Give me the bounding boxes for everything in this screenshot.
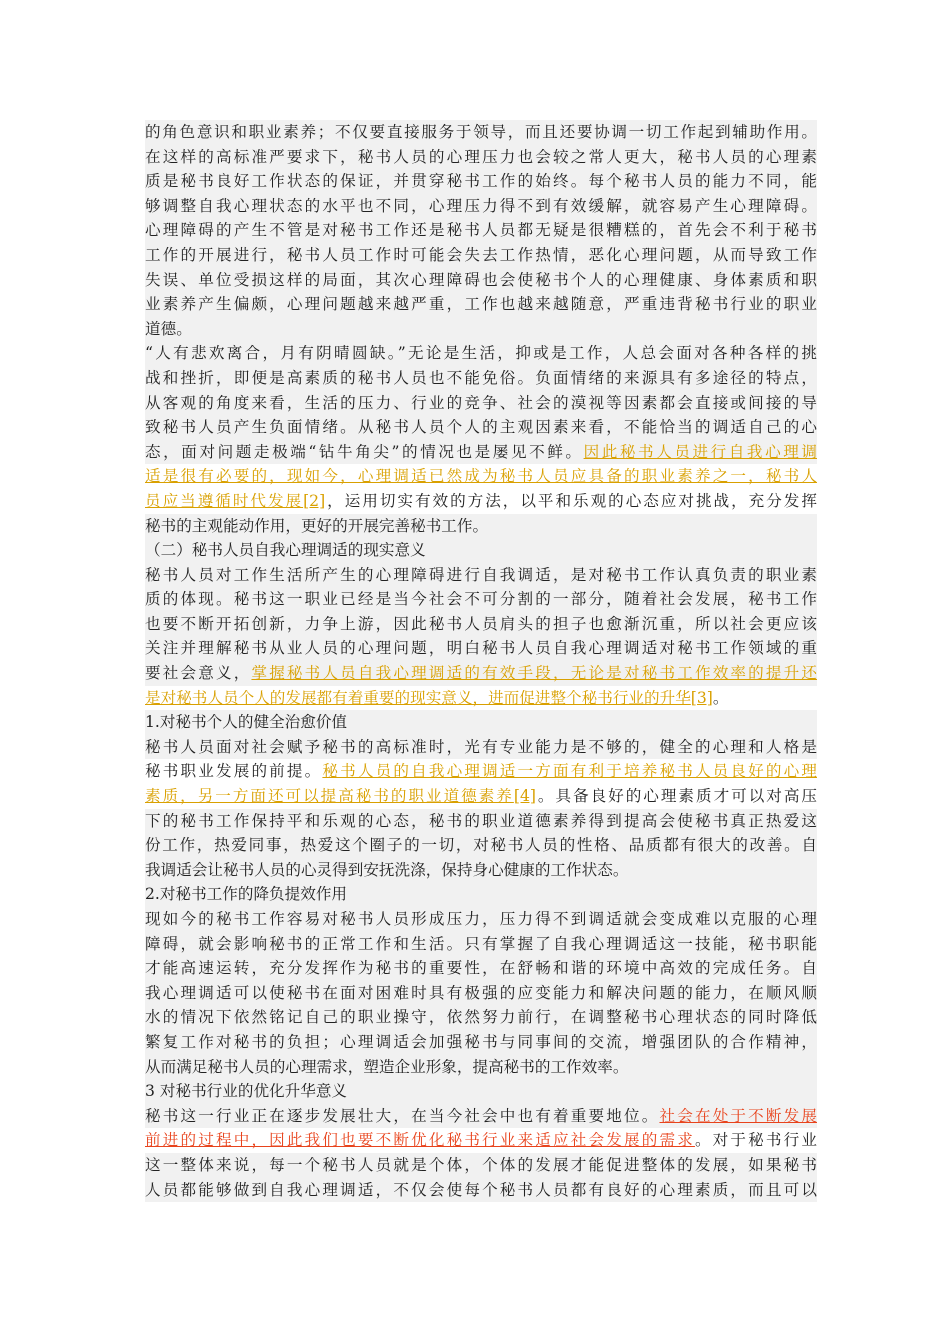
text-segment: 道德。 — [145, 319, 192, 338]
text-line — [145, 366, 817, 391]
text-line — [145, 391, 817, 416]
highlighted-text: 社会在处于不断发展 — [659, 1106, 817, 1125]
text-segment: 秘书职业发展的前提。 — [145, 762, 323, 781]
text-line — [145, 1128, 817, 1153]
text-line — [145, 218, 817, 243]
text-line — [145, 489, 817, 514]
text-segment: 工作的开展进行，秘书人员工作时可能会失去工作热情，恶化心理问题，从而导致工作 — [145, 245, 817, 264]
text-segment: 战和挫折，即便是高素质的秘书人员也不能免俗。负面情绪的来源具有多途径的特点， — [145, 368, 817, 387]
text-segment: 业素养产生偏颇，心理问题越来越严重，工作也越来越随意，严重违背秘书行业的职业 — [145, 295, 817, 314]
text-segment: 这一整体来说，每一个秘书人员就是个体，个体的发展才能促进整体的发展，如果秘书 — [145, 1155, 817, 1174]
text-segment: 秘书人员面对社会赋予秘书的高标准时，光有专业能力是不够的，健全的心理和人格是 — [145, 737, 817, 756]
text-segment: 也要不断开拓创新，力争上游，因此秘书人员肩头的担子也愈渐沉重，所以社会更应该 — [145, 614, 817, 633]
text-line — [145, 514, 817, 539]
text-segment: 我调适会让秘书人员的心灵得到安抚洗涤，保持身心健康的工作状态。 — [145, 860, 629, 879]
text-segment: （二）秘书人员自我心理调适的现实意义 — [145, 541, 426, 560]
text-segment: 。 — [712, 688, 729, 707]
text-segment: “人有悲欢离合，月有阴晴圆缺。”无论是生活，抑或是工作，人总会面对各种各样的挑 — [145, 344, 817, 363]
text-segment: 态，面对问题走极端“钻牛角尖”的情况也是屡见不鲜。 — [145, 442, 584, 461]
text-line — [145, 317, 817, 342]
text-segment: 份工作，热爱同事，热爱这个圈子的一切，对秘书人员的性格、品质都有很大的改善。自 — [145, 836, 817, 855]
text-segment: 要社会意义， — [145, 664, 252, 683]
text-segment: 障碍，就会影响秘书的正常工作和生活。只有掌握了自我心理调适这一技能，秘书职能 — [145, 934, 817, 953]
text-line — [145, 932, 817, 957]
text-line — [145, 1178, 817, 1203]
text-line — [145, 636, 817, 661]
text-line — [145, 661, 817, 686]
text-segment: 致秘书人员产生负面情绪。从秘书人员个人的主观因素来看，不能恰当的调适自己的心 — [145, 418, 817, 437]
text-line — [145, 1030, 817, 1055]
document-body — [145, 120, 817, 1202]
text-segment: 才能高速运转，充分发挥作为秘书的重要性，在舒畅和谐的环境中高效的完成任务。自 — [145, 959, 817, 978]
highlighted-text: 员应当遵循时代发展 — [145, 491, 304, 510]
text-segment: 下的秘书工作保持平和乐观的心态，秘书的职业道德素养得到提高会使秘书真正热爱这 — [145, 811, 817, 830]
text-segment: ，运用切实有效的方法，以平和乐观的心态应对挑战，充分发挥 — [325, 491, 817, 510]
text-line — [145, 710, 817, 735]
text-segment: 的角色意识和职业素养；不仅要直接服务于领导，而且还要协调一切工作起到辅助作用。 — [145, 123, 817, 141]
text-line — [145, 341, 817, 366]
text-segment: 。对于秘书行业 — [694, 1131, 817, 1150]
text-line — [145, 1079, 817, 1104]
text-segment: 在这样的高标准严要求下，秘书人员的心理压力也会较之常人更大，秘书人员的心理素 — [145, 147, 817, 166]
text-line — [145, 882, 817, 907]
highlighted-text: 素质，另一方面还可以提高秘书的职业道德素养 — [145, 787, 514, 806]
text-line — [145, 1104, 817, 1129]
citation-link[interactable]: [4] — [513, 787, 536, 806]
text-line — [145, 145, 817, 170]
highlighted-text: 掌握秘书人员自我心理调适的有效手段，无论是对秘书工作效率的提升还 — [251, 664, 817, 683]
text-line — [145, 784, 817, 809]
text-line — [145, 612, 817, 637]
text-segment: 人员都能够做到自我心理调适，不仅会使每个秘书人员都有良好的心理素质，而且可以 — [145, 1180, 817, 1199]
text-segment: 繁复工作对秘书的负担；心理调适会加强秘书与同事间的交流，增强团队的合作精神， — [145, 1032, 817, 1051]
text-line — [145, 1055, 817, 1080]
highlighted-text: 秘书人员的自我心理调适一方面有利于培养秘书人员良好的心理 — [322, 762, 817, 781]
citation-link[interactable]: [3] — [690, 688, 713, 707]
text-segment: 秘书的主观能动作用，更好的开展完善秘书工作。 — [145, 516, 489, 535]
text-segment: 质的体现。秘书这一职业已经是当今社会不可分割的一部分，随着社会发展，秘书工作 — [145, 590, 817, 609]
text-line — [145, 907, 817, 932]
text-line — [145, 563, 817, 588]
text-line — [145, 243, 817, 268]
text-line — [145, 538, 817, 563]
text-segment: 秘书人员对工作生活所产生的心理障碍进行自我调适，是对秘书工作认真负责的职业素 — [145, 565, 817, 584]
citation-link[interactable]: [2] — [303, 491, 326, 510]
text-segment: 1.对秘书个人的健全治愈价值 — [145, 713, 348, 732]
text-line — [145, 440, 817, 465]
text-segment: 心理障碍的产生不管是对秘书工作还是秘书人员都无疑是很糟糕的，首先会不利于秘书 — [145, 221, 817, 240]
highlighted-text: 前进的过程中，因此我们也要不断优化秘书行业来适应社会发展的需求 — [145, 1131, 695, 1150]
text-segment: 我心理调适可以使秘书在面对困难时具有极强的应变能力和解决问题的能力，在顺风顺 — [145, 983, 817, 1002]
highlighted-text: 适是很有必要的，现如今，心理调适已然成为秘书人员应具备的职业素养之一，秘书人 — [145, 467, 817, 486]
text-segment: 从客观的角度来看，生活的压力、行业的竞争、社会的漠视等因素都会直接或间接的导 — [145, 393, 817, 412]
text-line — [145, 686, 817, 711]
text-segment: 现如今的秘书工作容易对秘书人员形成压力，压力得不到调适就会变成难以克服的心理 — [145, 910, 817, 928]
text-segment: 质是秘书良好工作状态的保证，并贯穿秘书工作的始终。每个秘书人员的能力不同，能 — [145, 172, 817, 191]
text-line — [145, 1153, 817, 1178]
text-segment: 秘书这一行业正在逐步发展壮大，在当今社会中也有着重要地位。 — [145, 1106, 660, 1125]
text-line — [145, 809, 817, 834]
text-segment: 失误、单位受损这样的局面，其次心理障碍也会使秘书个人的心理健康、身体素质和职 — [145, 270, 817, 289]
text-line — [145, 292, 817, 317]
text-line — [145, 268, 817, 293]
text-line — [145, 981, 817, 1006]
text-segment: 3 对秘书行业的优化升华意义 — [145, 1082, 348, 1101]
text-line — [145, 415, 817, 440]
text-line — [145, 169, 817, 194]
text-segment: 关注并理解秘书从业人员的心理问题，明白秘书人员自我心理调适对秘书工作领域的重 — [145, 639, 817, 658]
text-segment: 。具备良好的心理素质才可以对高压 — [535, 787, 817, 806]
text-line — [145, 956, 817, 981]
text-line — [145, 464, 817, 489]
text-line — [145, 194, 817, 219]
text-line — [145, 120, 817, 145]
text-segment: 从而满足秘书人员的心理需求，塑造企业形象，提高秘书的工作效率。 — [145, 1057, 629, 1076]
text-line — [145, 735, 817, 760]
text-line — [145, 1005, 817, 1030]
text-line — [145, 833, 817, 858]
text-line — [145, 759, 817, 784]
text-segment: 够调整自我心理状态的水平也不同，心理压力得不到有效缓解，就容易产生心理障碍。 — [145, 196, 817, 215]
text-segment: 水的情况下依然铭记自己的职业操守，依然努力前行，在调整秘书心理状态的同时降低 — [145, 1008, 817, 1027]
highlighted-text: 是对秘书人员个人的发展都有着重要的现实意义，进而促进整个秘书行业的升华 — [145, 688, 691, 707]
highlighted-text: 因此秘书人员进行自我心理调 — [583, 442, 817, 461]
text-line — [145, 858, 817, 883]
text-segment: 2.对秘书工作的降负提效作用 — [145, 885, 348, 904]
text-line — [145, 587, 817, 612]
